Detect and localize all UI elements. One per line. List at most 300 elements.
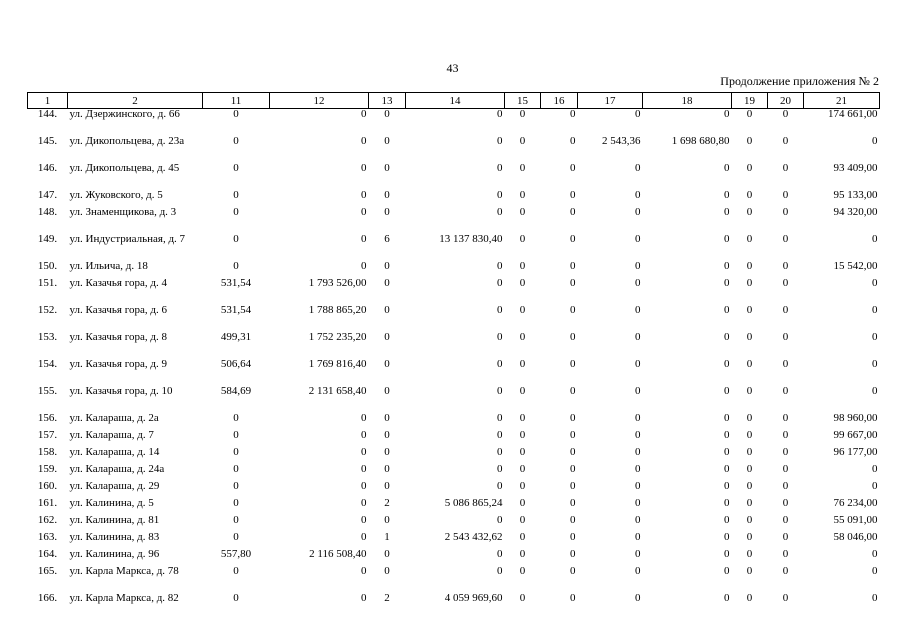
cell-col-20: 0 <box>782 259 789 272</box>
cell-col-14: 0 <box>497 513 503 526</box>
cell-col-18: 0 <box>724 445 730 458</box>
cell-col-18: 0 <box>724 564 730 577</box>
cell-col-13: 1 <box>384 530 390 543</box>
table-row <box>28 163 880 190</box>
cell-col-20: 0 <box>782 428 789 441</box>
cell-col-18: 0 <box>724 591 730 604</box>
cell-col-19: 0 <box>746 496 753 509</box>
cell-col-16: 0 <box>570 530 576 543</box>
cell-col-12: 0 <box>361 411 367 424</box>
cell-col-20: 0 <box>782 232 789 245</box>
cell-col-15: 0 <box>519 188 526 201</box>
cell-col-14: 0 <box>497 161 503 174</box>
table-row <box>28 136 880 163</box>
cell-col-17: 0 <box>635 411 641 424</box>
cell-col-15: 0 <box>519 134 526 147</box>
column-header-14: 14 <box>406 93 505 109</box>
cell-col-15: 0 <box>519 513 526 526</box>
cell-col-14: 0 <box>497 134 503 147</box>
table-row <box>28 532 880 549</box>
header-row <box>28 93 880 109</box>
cell-col-15: 0 <box>519 496 526 509</box>
cell-col-20: 0 <box>782 357 789 370</box>
cell-col-14: 0 <box>497 205 503 218</box>
column-header-1: 1 <box>28 93 68 109</box>
cell-col-17: 0 <box>635 384 641 397</box>
cell-col-20: 0 <box>782 161 789 174</box>
cell-col-17: 0 <box>635 276 641 289</box>
cell-col-16: 0 <box>570 513 576 526</box>
table-row <box>28 498 880 515</box>
column-header-16: 16 <box>541 93 578 109</box>
cell-col-21: 0 <box>872 462 878 475</box>
cell-col-18: 0 <box>724 232 730 245</box>
cell-col-16: 0 <box>570 564 576 577</box>
cell-col-21: 0 <box>872 303 878 316</box>
cell-col-13: 0 <box>384 564 390 577</box>
row-number: 146. <box>37 161 58 174</box>
cell-col-18: 0 <box>724 357 730 370</box>
cell-col-21: 76 234,00 <box>833 496 878 509</box>
cell-col-11: 0 <box>233 411 239 424</box>
row-number: 156. <box>37 411 58 424</box>
cell-col-21: 0 <box>872 591 878 604</box>
table-row <box>28 305 880 332</box>
cell-col-12: 1 752 235,20 <box>308 330 367 343</box>
cell-col-14: 2 543 432,62 <box>444 530 503 543</box>
address-cell: ул. Дзержинского, д. 66 <box>69 108 180 120</box>
cell-col-19: 0 <box>746 357 753 370</box>
row-number: 150. <box>37 259 58 272</box>
cell-col-19: 0 <box>746 428 753 441</box>
cell-col-21: 0 <box>872 384 878 397</box>
cell-col-14: 0 <box>497 259 503 272</box>
column-header-20: 20 <box>768 93 804 109</box>
cell-col-15: 0 <box>519 232 526 245</box>
cell-col-11: 0 <box>233 445 239 458</box>
cell-col-18: 1 698 680,80 <box>671 134 730 147</box>
cell-col-17: 0 <box>635 479 641 492</box>
address-cell: ул. Карла Маркса, д. 78 <box>69 564 179 577</box>
cell-col-15: 0 <box>519 547 526 560</box>
cell-col-20: 0 <box>782 205 789 218</box>
cell-col-20: 0 <box>782 330 789 343</box>
cell-col-13: 0 <box>384 161 390 174</box>
row-number: 160. <box>37 479 58 492</box>
cell-col-19: 0 <box>746 134 753 147</box>
cell-col-12: 0 <box>361 134 367 147</box>
cell-col-19: 0 <box>746 161 753 174</box>
cell-col-16: 0 <box>570 479 576 492</box>
cell-col-12: 0 <box>361 513 367 526</box>
cell-col-12: 0 <box>361 232 367 245</box>
cell-col-16: 0 <box>570 428 576 441</box>
cell-col-19: 0 <box>746 188 753 201</box>
cell-col-11: 531,54 <box>220 303 252 316</box>
cell-col-16: 0 <box>570 303 576 316</box>
cell-col-18: 0 <box>724 303 730 316</box>
cell-col-21: 95 133,00 <box>833 188 878 201</box>
cell-col-13: 0 <box>384 303 390 316</box>
row-number: 147. <box>37 188 58 201</box>
table-row <box>28 413 880 430</box>
cell-col-11: 0 <box>233 108 239 120</box>
cell-col-20: 0 <box>782 188 789 201</box>
cell-col-21: 93 409,00 <box>833 161 878 174</box>
cell-col-16: 0 <box>570 384 576 397</box>
cell-col-15: 0 <box>519 428 526 441</box>
table-row <box>28 386 880 413</box>
cell-col-15: 0 <box>519 462 526 475</box>
cell-col-17: 0 <box>635 591 641 604</box>
cell-col-13: 0 <box>384 411 390 424</box>
cell-col-21: 0 <box>872 479 878 492</box>
cell-col-14: 0 <box>497 445 503 458</box>
cell-col-18: 0 <box>724 276 730 289</box>
cell-col-19: 0 <box>746 276 753 289</box>
row-number: 152. <box>37 303 58 316</box>
cell-col-14: 5 086 865,24 <box>444 496 503 509</box>
cell-col-12: 0 <box>361 259 367 272</box>
cell-col-11: 0 <box>233 496 239 509</box>
cell-col-11: 531,54 <box>220 276 252 289</box>
cell-col-15: 0 <box>519 479 526 492</box>
page-number: 43 <box>446 61 459 75</box>
cell-col-16: 0 <box>570 108 576 120</box>
table-row <box>28 261 880 278</box>
cell-col-14: 0 <box>497 547 503 560</box>
row-number: 157. <box>37 428 58 441</box>
cell-col-12: 0 <box>361 205 367 218</box>
cell-col-12: 2 116 508,40 <box>309 547 367 560</box>
table-row <box>28 549 880 566</box>
cell-col-21: 99 667,00 <box>833 428 878 441</box>
table-row <box>28 278 880 305</box>
cell-col-12: 0 <box>361 188 367 201</box>
table-row <box>28 359 880 386</box>
cell-col-21: 96 177,00 <box>833 445 878 458</box>
cell-col-21: 98 960,00 <box>833 411 878 424</box>
cell-col-11: 0 <box>233 232 239 245</box>
address-cell: ул. Калараша, д. 7 <box>69 428 154 441</box>
cell-col-14: 13 137 830,40 <box>439 232 503 245</box>
column-header-18: 18 <box>643 93 732 109</box>
cell-col-14: 0 <box>497 428 503 441</box>
address-cell: ул. Жуковского, д. 5 <box>69 188 163 201</box>
cell-col-19: 0 <box>746 232 753 245</box>
cell-col-18: 0 <box>724 530 730 543</box>
cell-col-18: 0 <box>724 205 730 218</box>
cell-col-17: 0 <box>635 205 641 218</box>
cell-col-21: 0 <box>872 357 878 370</box>
address-cell: ул. Казачья гора, д. 6 <box>69 303 167 316</box>
cell-col-20: 0 <box>782 411 789 424</box>
cell-col-15: 0 <box>519 276 526 289</box>
cell-col-18: 0 <box>724 513 730 526</box>
table-row <box>28 207 880 234</box>
cell-col-11: 0 <box>233 591 239 604</box>
address-cell: ул. Калинина, д. 5 <box>69 496 154 509</box>
cell-col-14: 0 <box>497 384 503 397</box>
address-cell: ул. Казачья гора, д. 9 <box>69 357 167 370</box>
cell-col-14: 4 059 969,60 <box>444 591 503 604</box>
appendix-continuation-label: Продолжение приложения № 2 <box>720 74 879 88</box>
row-number: 163. <box>37 530 58 543</box>
cell-col-17: 0 <box>635 496 641 509</box>
cell-col-21: 15 542,00 <box>833 259 878 272</box>
cell-col-14: 0 <box>497 303 503 316</box>
cell-col-11: 0 <box>233 134 239 147</box>
cell-col-16: 0 <box>570 445 576 458</box>
cell-col-21: 0 <box>872 330 878 343</box>
address-cell: ул. Карла Маркса, д. 82 <box>69 591 179 604</box>
table-row <box>28 332 880 359</box>
cell-col-19: 0 <box>746 384 753 397</box>
cell-col-12: 2 131 658,40 <box>308 384 367 397</box>
column-header-13: 13 <box>369 93 406 109</box>
cell-col-16: 0 <box>570 205 576 218</box>
cell-col-13: 0 <box>384 462 390 475</box>
cell-col-15: 0 <box>519 357 526 370</box>
address-cell: ул. Калараша, д. 29 <box>69 479 160 492</box>
cell-col-12: 1 793 526,00 <box>308 276 367 289</box>
cell-col-13: 0 <box>384 259 390 272</box>
address-cell: ул. Казачья гора, д. 8 <box>69 330 167 343</box>
cell-col-15: 0 <box>519 384 526 397</box>
cell-col-18: 0 <box>724 428 730 441</box>
cell-col-18: 0 <box>724 108 730 120</box>
cell-col-19: 0 <box>746 259 753 272</box>
cell-col-17: 0 <box>635 161 641 174</box>
cell-col-16: 0 <box>570 161 576 174</box>
cell-col-18: 0 <box>724 188 730 201</box>
cell-col-13: 0 <box>384 108 390 120</box>
address-cell: ул. Калинина, д. 83 <box>69 530 160 543</box>
address-cell: ул. Индустриальная, д. 7 <box>69 232 186 245</box>
cell-col-16: 0 <box>570 462 576 475</box>
cell-col-16: 0 <box>570 188 576 201</box>
cell-col-13: 0 <box>384 547 390 560</box>
row-number: 145. <box>37 134 58 147</box>
cell-col-17: 0 <box>635 445 641 458</box>
table-row <box>28 515 880 532</box>
table-row <box>28 109 880 136</box>
cell-col-11: 499,31 <box>220 330 252 343</box>
cell-col-13: 6 <box>384 232 390 245</box>
cell-col-19: 0 <box>746 411 753 424</box>
cell-col-11: 557,80 <box>220 547 252 560</box>
cell-col-19: 0 <box>746 462 753 475</box>
cell-col-20: 0 <box>782 462 789 475</box>
cell-col-15: 0 <box>519 108 526 120</box>
cell-col-15: 0 <box>519 591 526 604</box>
cell-col-13: 2 <box>384 591 390 604</box>
row-number: 148. <box>37 205 58 218</box>
address-cell: ул. Калараша, д. 14 <box>69 445 160 458</box>
cell-col-20: 0 <box>782 513 789 526</box>
table-row <box>28 447 880 464</box>
cell-col-16: 0 <box>570 232 576 245</box>
cell-col-21: 0 <box>872 134 878 147</box>
cell-col-16: 0 <box>570 276 576 289</box>
column-header-19: 19 <box>732 93 768 109</box>
cell-col-16: 0 <box>570 330 576 343</box>
table-row <box>28 464 880 481</box>
cell-col-17: 0 <box>635 428 641 441</box>
cell-col-14: 0 <box>497 357 503 370</box>
row-number: 151. <box>37 276 58 289</box>
cell-col-11: 0 <box>233 462 239 475</box>
cell-col-14: 0 <box>497 411 503 424</box>
row-number: 149. <box>37 232 58 245</box>
cell-col-15: 0 <box>519 205 526 218</box>
cell-col-18: 0 <box>724 330 730 343</box>
cell-col-14: 0 <box>497 108 503 120</box>
cell-col-16: 0 <box>570 591 576 604</box>
cell-col-13: 0 <box>384 513 390 526</box>
cell-col-11: 584,69 <box>220 384 252 397</box>
cell-col-19: 0 <box>746 303 753 316</box>
cell-col-17: 0 <box>635 513 641 526</box>
cell-col-20: 0 <box>782 547 789 560</box>
cell-col-17: 0 <box>635 564 641 577</box>
cell-col-18: 0 <box>724 479 730 492</box>
cell-col-16: 0 <box>570 357 576 370</box>
table-row <box>28 190 880 207</box>
cell-col-13: 0 <box>384 428 390 441</box>
column-header-17: 17 <box>578 93 643 109</box>
column-header-21: 21 <box>804 93 880 109</box>
table-row <box>28 234 880 261</box>
cell-col-11: 0 <box>233 205 239 218</box>
row-number: 153. <box>37 330 58 343</box>
cell-col-16: 0 <box>570 496 576 509</box>
cell-col-13: 0 <box>384 479 390 492</box>
cell-col-12: 0 <box>361 161 367 174</box>
address-cell: ул. Казачья гора, д. 10 <box>69 384 173 397</box>
cell-col-18: 0 <box>724 496 730 509</box>
cell-col-16: 0 <box>570 134 576 147</box>
cell-col-20: 0 <box>782 591 789 604</box>
cell-col-19: 0 <box>746 547 753 560</box>
cell-col-12: 0 <box>361 108 367 120</box>
cell-col-12: 0 <box>361 496 367 509</box>
cell-col-17: 0 <box>635 357 641 370</box>
cell-col-17: 2 543,36 <box>602 134 641 147</box>
cell-col-12: 0 <box>361 462 367 475</box>
cell-col-20: 0 <box>782 303 789 316</box>
cell-col-12: 0 <box>361 591 367 604</box>
row-number: 154. <box>37 357 58 370</box>
cell-col-18: 0 <box>724 411 730 424</box>
cell-col-17: 0 <box>635 108 641 120</box>
cell-col-13: 0 <box>384 134 390 147</box>
cell-col-15: 0 <box>519 564 526 577</box>
address-cell: ул. Дикопольцева, д. 45 <box>69 161 180 174</box>
cell-col-21: 94 320,00 <box>833 205 878 218</box>
cell-col-13: 0 <box>384 188 390 201</box>
cell-col-17: 0 <box>635 547 641 560</box>
cell-col-20: 0 <box>782 530 789 543</box>
cell-col-13: 0 <box>384 330 390 343</box>
cell-col-12: 0 <box>361 564 367 577</box>
cell-col-17: 0 <box>635 303 641 316</box>
cell-col-20: 0 <box>782 134 789 147</box>
cell-col-11: 0 <box>233 161 239 174</box>
cell-col-15: 0 <box>519 445 526 458</box>
cell-col-13: 0 <box>384 357 390 370</box>
cell-col-16: 0 <box>570 547 576 560</box>
cell-col-20: 0 <box>782 564 789 577</box>
cell-col-21: 0 <box>872 547 878 560</box>
cell-col-15: 0 <box>519 303 526 316</box>
table-row <box>28 430 880 447</box>
cell-col-21: 174 661,00 <box>828 108 878 120</box>
cell-col-11: 506,64 <box>220 357 252 370</box>
row-number: 155. <box>37 384 58 397</box>
cell-col-18: 0 <box>724 259 730 272</box>
address-cell: ул. Ильича, д. 18 <box>69 259 148 272</box>
row-number: 162. <box>37 513 58 526</box>
table-body <box>28 109 880 620</box>
cell-col-13: 0 <box>384 205 390 218</box>
row-number: 144. <box>37 108 58 120</box>
cell-col-13: 0 <box>384 276 390 289</box>
column-header-11: 11 <box>203 93 270 109</box>
column-header-12: 12 <box>270 93 369 109</box>
cell-col-19: 0 <box>746 445 753 458</box>
table-row <box>28 566 880 593</box>
cell-col-21: 0 <box>872 232 878 245</box>
cell-col-20: 0 <box>782 384 789 397</box>
address-cell: ул. Калинина, д. 96 <box>69 547 160 560</box>
cell-col-19: 0 <box>746 330 753 343</box>
cell-col-18: 0 <box>724 384 730 397</box>
cell-col-14: 0 <box>497 564 503 577</box>
cell-col-20: 0 <box>782 479 789 492</box>
cell-col-14: 0 <box>497 462 503 475</box>
row-number: 165. <box>37 564 58 577</box>
cell-col-21: 58 046,00 <box>833 530 878 543</box>
address-cell: ул. Калараша, д. 24а <box>69 462 165 475</box>
address-cell: ул. Калинина, д. 81 <box>69 513 160 526</box>
data-table <box>27 92 880 620</box>
address-cell: ул. Дикопольцева, д. 23а <box>69 134 185 147</box>
row-number: 166. <box>37 591 58 604</box>
cell-col-17: 0 <box>635 232 641 245</box>
cell-col-18: 0 <box>724 462 730 475</box>
cell-col-21: 0 <box>872 564 878 577</box>
cell-col-17: 0 <box>635 330 641 343</box>
cell-col-17: 0 <box>635 462 641 475</box>
cell-col-20: 0 <box>782 496 789 509</box>
cell-col-11: 0 <box>233 564 239 577</box>
cell-col-12: 0 <box>361 479 367 492</box>
cell-col-15: 0 <box>519 161 526 174</box>
row-number: 161. <box>37 496 58 509</box>
cell-col-13: 0 <box>384 445 390 458</box>
cell-col-15: 0 <box>519 259 526 272</box>
cell-col-17: 0 <box>635 530 641 543</box>
cell-col-15: 0 <box>519 411 526 424</box>
cell-col-18: 0 <box>724 161 730 174</box>
cell-col-17: 0 <box>635 259 641 272</box>
cell-col-19: 0 <box>746 530 753 543</box>
column-header-2: 2 <box>68 93 203 109</box>
address-cell: ул. Калараша, д. 2а <box>69 411 159 424</box>
row-number: 159. <box>37 462 58 475</box>
cell-col-20: 0 <box>782 276 789 289</box>
